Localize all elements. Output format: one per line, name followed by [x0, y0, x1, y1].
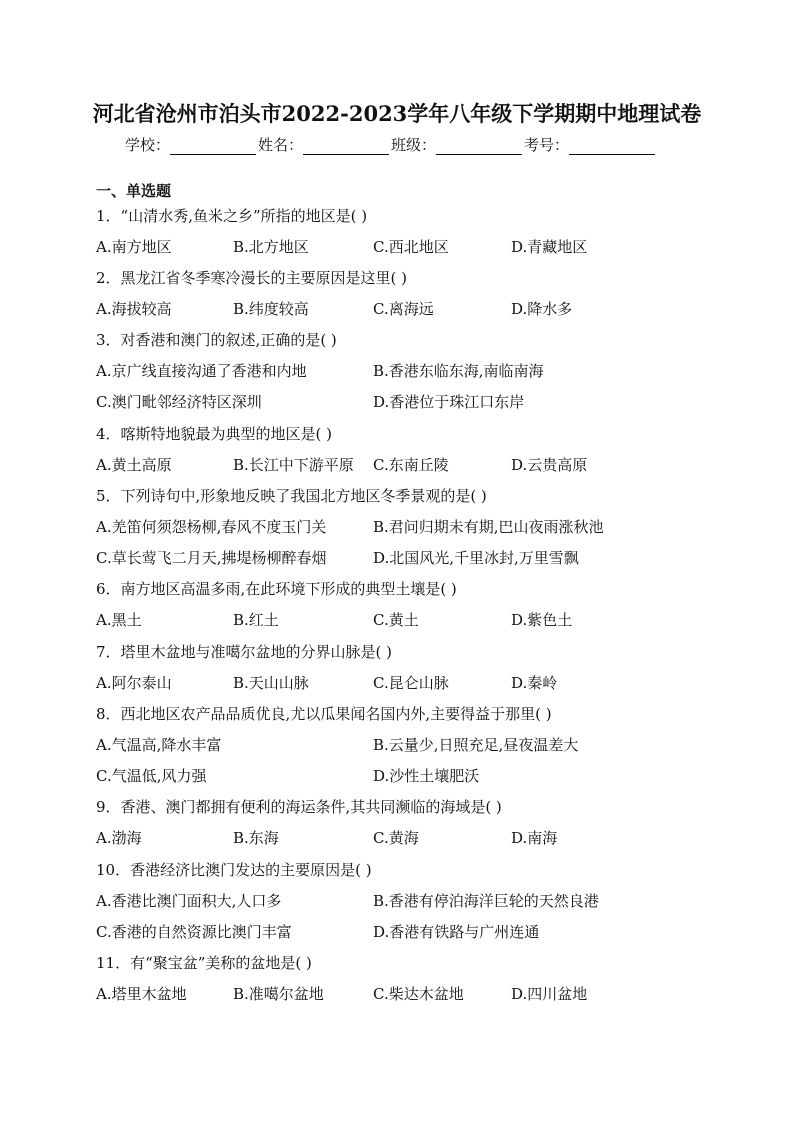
question-6-option-c: C.黄土 — [373, 611, 419, 629]
question-5-options-row2 — [96, 547, 716, 569]
question-1-option-b: B.北方地区 — [233, 238, 309, 256]
question-5-option-b: B.君问归期未有期,巴山夜雨涨秋池 — [373, 518, 604, 536]
question-2-options — [96, 298, 716, 320]
question-5-option-a: A.羌笛何须怨杨柳,春风不度玉门关 — [96, 518, 327, 536]
question-8-stem: 8．西北地区农产品品质优良,尤以瓜果闻名国内外,主要得益于那里( ) — [96, 705, 552, 723]
question-4-option-d: D.云贵高原 — [511, 456, 588, 474]
question-10-stem: 10．香港经济比澳门发达的主要原因是( ) — [96, 861, 372, 879]
question-1-options — [96, 236, 716, 258]
question-7-option-a: A.阿尔泰山 — [96, 674, 172, 692]
question-8-option-d: D.沙性土壤肥沃 — [373, 767, 480, 785]
question-11-option-a: A.塔里木盆地 — [96, 985, 187, 1003]
class-label: 班级： — [391, 136, 437, 154]
question-9-stem: 9．香港、澳门都拥有便利的海运条件,其共同濒临的海域是( ) — [96, 798, 502, 816]
question-10-options-row2 — [96, 921, 716, 943]
question-6-stem: 6．南方地区高温多雨,在此环境下形成的典型土壤是( ) — [96, 580, 457, 598]
question-1-option-a: A.南方地区 — [96, 238, 172, 256]
id-blank — [569, 140, 655, 155]
page-title: 河北省沧州市泊头市2022-2023学年八年级下学期期中地理试卷 — [92, 101, 702, 126]
question-4-options — [96, 454, 716, 476]
section-title: 一、单选题 — [96, 182, 172, 200]
question-11-options — [96, 983, 716, 1005]
question-7-option-b: B.天山山脉 — [233, 674, 309, 692]
question-4-option-c: C.东南丘陵 — [373, 456, 449, 474]
question-1-stem: 1．“山清水秀,鱼米之乡”所指的地区是( ) — [96, 207, 368, 225]
question-2-option-a: A.海拔较高 — [96, 300, 172, 318]
school-blank — [170, 140, 256, 155]
question-11-option-b: B.准噶尔盆地 — [233, 985, 324, 1003]
question-10-option-a: A.香港比澳门面积大,人口多 — [96, 892, 282, 910]
question-3-stem: 3．对香港和澳门的叙述,正确的是( ) — [96, 331, 337, 349]
question-3-options-row1 — [96, 360, 716, 382]
question-9-option-b: B.东海 — [233, 829, 279, 847]
question-6-option-b: B.红土 — [233, 611, 279, 629]
question-11-stem: 11．有“聚宝盆”美称的盆地是( ) — [96, 954, 312, 972]
question-3-option-b: B.香港东临东海,南临南海 — [373, 362, 544, 380]
question-4-stem: 4．喀斯特地貌最为典型的地区是( ) — [96, 425, 333, 443]
question-5-stem: 5．下列诗句中,形象地反映了我国北方地区冬季景观的是( ) — [96, 487, 487, 505]
question-2-option-c: C.离海远 — [373, 300, 434, 318]
question-9-options — [96, 827, 716, 849]
question-2-stem: 2．黑龙江省冬季寒冷漫长的主要原因是这里( ) — [96, 269, 408, 287]
question-3-option-d: D.香港位于珠江口东岸 — [373, 393, 525, 411]
question-8-options-row2 — [96, 765, 716, 787]
question-1-option-d: D.青藏地区 — [511, 238, 588, 256]
question-10-option-c: C.香港的自然资源比澳门丰富 — [96, 923, 292, 941]
question-5-option-c: C.草长莺飞二月天,拂堤杨柳醉春烟 — [96, 549, 327, 567]
question-2-option-b: B.纬度较高 — [233, 300, 309, 318]
name-blank — [303, 140, 389, 155]
question-7-option-c: C.昆仑山脉 — [373, 674, 449, 692]
question-11-option-c: C.柴达木盆地 — [373, 985, 464, 1003]
name-label: 姓名： — [258, 136, 304, 154]
question-4-option-b: B.长江中下游平原 — [233, 456, 354, 474]
question-5-options-row1 — [96, 516, 716, 538]
question-8-option-b: B.云量少,日照充足,昼夜温差大 — [373, 736, 579, 754]
question-8-options-row1 — [96, 734, 716, 756]
id-label: 考号： — [524, 136, 570, 154]
question-6-option-d: D.紫色土 — [511, 611, 573, 629]
class-blank — [436, 140, 522, 155]
question-7-options — [96, 672, 716, 694]
student-info-line — [125, 134, 657, 155]
question-9-option-a: A.渤海 — [96, 829, 142, 847]
question-10-option-b: B.香港有停泊海洋巨轮的天然良港 — [373, 892, 599, 910]
question-9-option-c: C.黄海 — [373, 829, 419, 847]
question-3-option-a: A.京广线直接沟通了香港和内地 — [96, 362, 307, 380]
question-8-option-a: A.气温高,降水丰富 — [96, 736, 222, 754]
question-8-option-c: C.气温低,风力强 — [96, 767, 207, 785]
question-6-option-a: A.黑土 — [96, 611, 142, 629]
question-5-option-d: D.北国风光,千里冰封,万里雪飘 — [373, 549, 579, 567]
question-10-options-row1 — [96, 890, 716, 912]
question-3-option-c: C.澳门毗邻经济特区深圳 — [96, 393, 262, 411]
question-2-option-d: D.降水多 — [511, 300, 573, 318]
question-4-option-a: A.黄土高原 — [96, 456, 172, 474]
question-1-option-c: C.西北地区 — [373, 238, 449, 256]
question-7-option-d: D.秦岭 — [511, 674, 558, 692]
question-11-option-d: D.四川盆地 — [511, 985, 588, 1003]
question-9-option-d: D.南海 — [511, 829, 558, 847]
school-label: 学校： — [125, 136, 171, 154]
question-3-options-row2 — [96, 391, 716, 413]
question-6-options — [96, 609, 716, 631]
question-7-stem: 7．塔里木盆地与准噶尔盆地的分界山脉是( ) — [96, 643, 393, 661]
question-10-option-d: D.香港有铁路与广州连通 — [373, 923, 540, 941]
